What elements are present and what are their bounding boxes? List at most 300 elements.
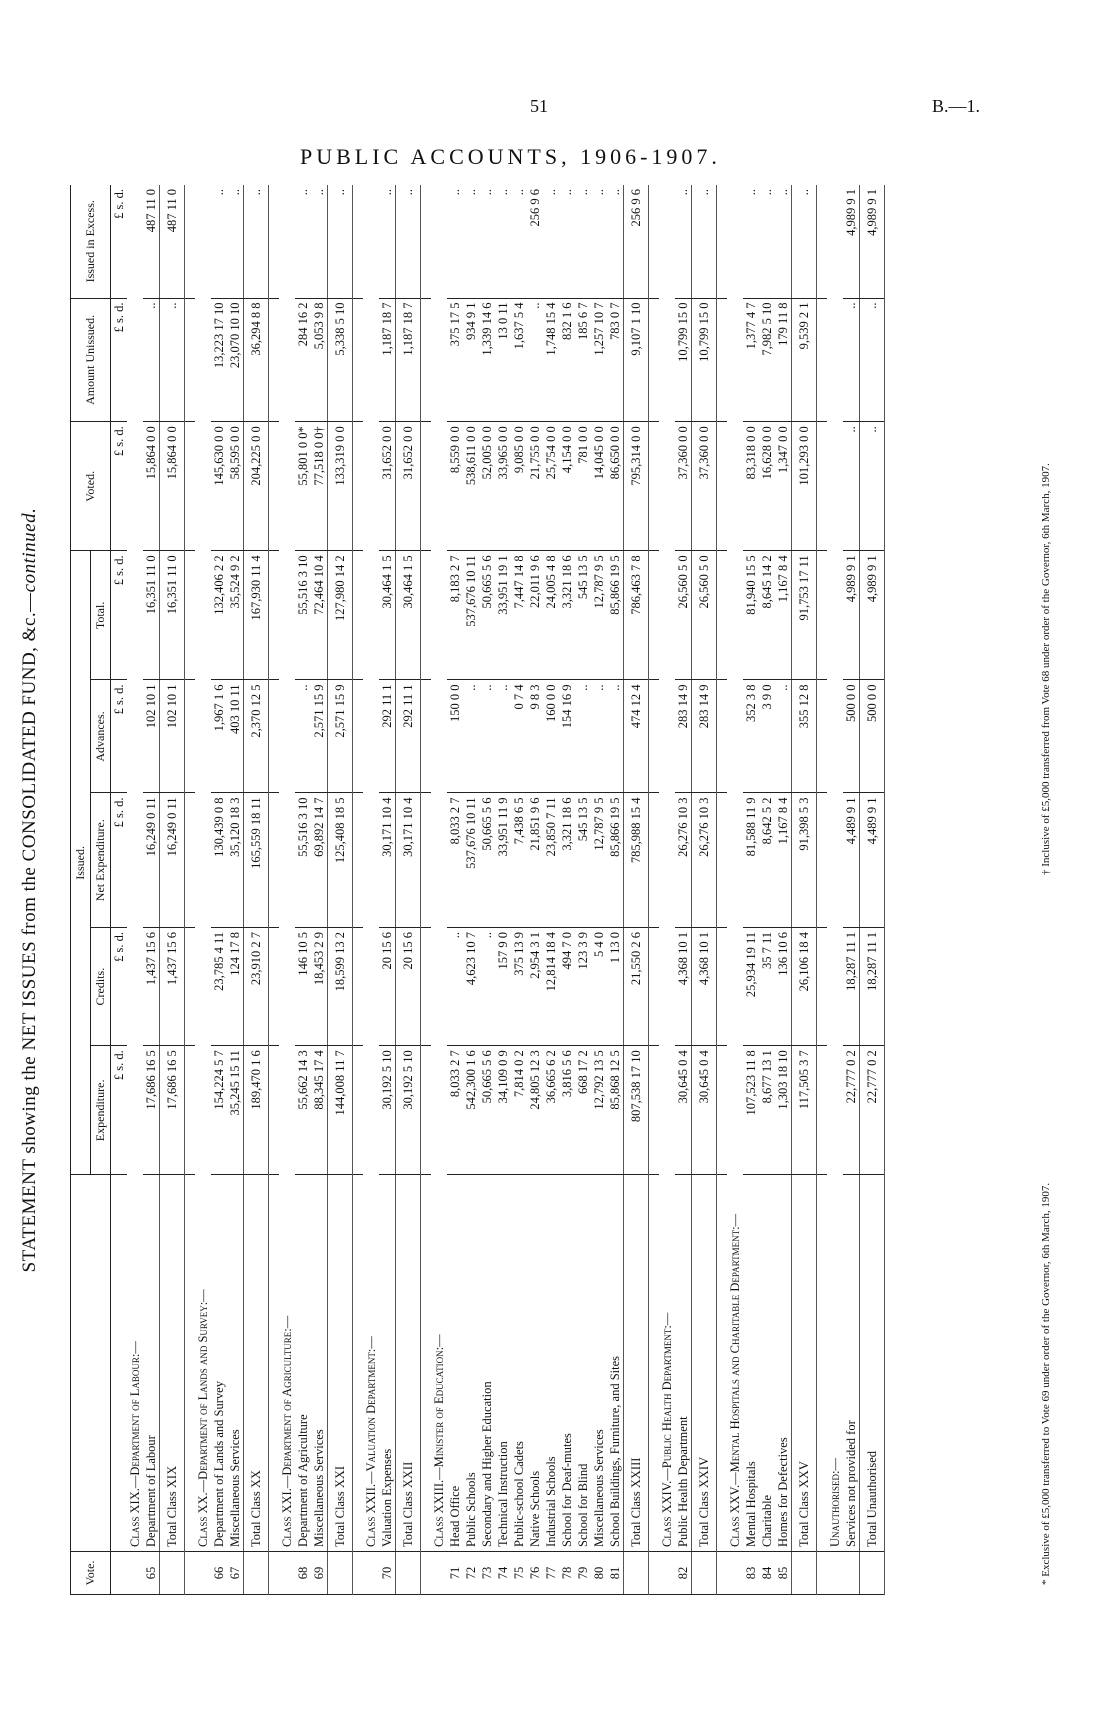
exp-cell: 17,686 16 5 bbox=[143, 1046, 160, 1175]
net-cell: 8,033 2 7 bbox=[447, 793, 463, 927]
vote-number: 68 bbox=[295, 1551, 311, 1594]
exp-cell: 807,538 17 10 bbox=[624, 1046, 649, 1175]
class-heading: Class XIX.—Department of Labour:— bbox=[127, 185, 143, 1551]
net-cell: 33,951 11 9 bbox=[495, 793, 511, 927]
spacer-cell bbox=[353, 1046, 364, 1175]
spacer-cell bbox=[817, 298, 828, 422]
spacer-row bbox=[649, 185, 660, 1595]
total-cell: 7,447 14 8 bbox=[511, 551, 527, 680]
class-heading: Class XXIV.—Public Health Department:— bbox=[659, 185, 675, 1551]
total-cell: 8,183 2 7 bbox=[447, 551, 463, 680]
table-row bbox=[227, 185, 244, 1595]
cred-cell: 123 3 9 bbox=[575, 927, 591, 1045]
spacer-cell bbox=[717, 298, 728, 422]
vote-number: 79 bbox=[575, 1551, 591, 1594]
table-row bbox=[591, 185, 607, 1595]
spacer-cell bbox=[421, 927, 432, 1045]
vote-number: 81 bbox=[607, 1551, 624, 1594]
table-row bbox=[743, 185, 759, 1595]
spacer-row bbox=[817, 185, 828, 1595]
exp-cell: 35,245 15 11 bbox=[227, 1046, 244, 1175]
table-row bbox=[559, 185, 575, 1595]
total-label: Total Class XXV bbox=[792, 1175, 817, 1552]
spacer-cell bbox=[353, 1551, 364, 1594]
total-cell: 8,645 14 2 bbox=[759, 551, 775, 680]
voted-cell: 795,314 0 0 bbox=[624, 422, 649, 551]
table-row bbox=[379, 185, 396, 1595]
exp-cell: 7,814 0 2 bbox=[511, 1046, 527, 1175]
class-heading-row bbox=[195, 185, 211, 1595]
table-row bbox=[143, 185, 160, 1595]
currency-cell bbox=[111, 1551, 128, 1594]
description-header bbox=[71, 1175, 111, 1552]
exp-cell: 85,868 12 5 bbox=[607, 1046, 624, 1175]
spacer-cell bbox=[421, 680, 432, 793]
voted-cell: 14,045 0 0 bbox=[591, 422, 607, 551]
spacer-cell bbox=[421, 793, 432, 927]
total-cell: 132,406 2 2 bbox=[211, 551, 227, 680]
voted-cell: 25,754 0 0 bbox=[543, 422, 559, 551]
spacer-cell bbox=[353, 1175, 364, 1552]
vote-number: 71 bbox=[447, 1551, 463, 1594]
item-label: Public-school Cadets bbox=[511, 1175, 527, 1552]
cred-cell: 21,550 2 6 bbox=[624, 927, 649, 1045]
total-cell: 26,560 5 0 bbox=[692, 551, 717, 680]
voted-cell: 86,650 0 0 bbox=[607, 422, 624, 551]
header-row-1 bbox=[71, 185, 91, 1595]
excess-cell: .. bbox=[511, 185, 527, 298]
spacer-cell bbox=[269, 927, 280, 1045]
currency-cell: £ s. d. bbox=[111, 422, 128, 551]
item-label: Miscellaneous Services bbox=[227, 1175, 244, 1552]
class-heading: Class XX.—Department of Lands and Survey:— bbox=[195, 185, 211, 1551]
net-cell: 91,398 5 3 bbox=[792, 793, 817, 927]
item-label: Mental Hospitals bbox=[743, 1175, 759, 1552]
cred-cell: 1,437 15 6 bbox=[160, 927, 185, 1045]
excess-cell: .. bbox=[495, 185, 511, 298]
adv-cell: 150 0 0 bbox=[447, 680, 463, 793]
vote-header: Vote. bbox=[71, 1551, 111, 1594]
voted-cell: 1,347 0 0 bbox=[775, 422, 792, 551]
spacer-cell bbox=[817, 1175, 828, 1552]
total-row bbox=[692, 185, 717, 1595]
vote-number: 78 bbox=[559, 1551, 575, 1594]
unissued-cell: 23,070 10 10 bbox=[227, 298, 244, 422]
exp-cell: 12,792 13 5 bbox=[591, 1046, 607, 1175]
item-label: Head Office bbox=[447, 1175, 463, 1552]
spacer-cell bbox=[817, 1551, 828, 1594]
vote-number bbox=[431, 1551, 447, 1594]
vote-number bbox=[279, 1551, 295, 1594]
exp-cell: 22,777 0 2 bbox=[860, 1046, 885, 1175]
vote-number: 74 bbox=[495, 1551, 511, 1594]
voted-header: Voted. bbox=[71, 422, 111, 551]
spacer-cell bbox=[717, 793, 728, 927]
accounts-table bbox=[70, 185, 885, 1595]
total-row bbox=[624, 185, 649, 1595]
exp-cell: 189,470 1 6 bbox=[244, 1046, 269, 1175]
currency-cell: £ s. d. bbox=[111, 298, 128, 422]
spacer-row bbox=[421, 185, 432, 1595]
spacer-cell bbox=[649, 1046, 660, 1175]
class-heading-row bbox=[279, 185, 295, 1595]
vote-number: 69 bbox=[311, 1551, 328, 1594]
spacer-cell bbox=[269, 551, 280, 680]
net-cell: 16,249 0 11 bbox=[160, 793, 185, 927]
footnote-dagger: † Inclusive of £5,000 transferred from Vote 68 under order of the Governor, 6th March, 1907. bbox=[1040, 463, 1052, 875]
voted-cell: 31,652 0 0 bbox=[396, 422, 421, 551]
spacer-cell bbox=[269, 793, 280, 927]
excess-cell: .. bbox=[379, 185, 396, 298]
currency-cell: £ s. d. bbox=[111, 551, 128, 680]
spacer-cell bbox=[269, 1175, 280, 1552]
class-heading: Class XXV.—Mental Hospitals and Charitable Department:— bbox=[727, 185, 743, 1551]
spacer-cell bbox=[421, 422, 432, 551]
voted-cell: 77,518 0 0† bbox=[311, 422, 328, 551]
net-cell: 26,276 10 3 bbox=[692, 793, 717, 927]
cred-cell: 23,785 4 11 bbox=[211, 927, 227, 1045]
item-label: School Buildings, Furniture, and Sites bbox=[607, 1175, 624, 1552]
spacer-cell bbox=[421, 185, 432, 298]
unissued-header: Amount Unissued. bbox=[71, 298, 111, 422]
adv-cell: 403 10 11 bbox=[227, 680, 244, 793]
unissued-cell: .. bbox=[143, 298, 160, 422]
unissued-cell: 5,053 9 8 bbox=[311, 298, 328, 422]
voted-cell: 16,628 0 0 bbox=[759, 422, 775, 551]
table-row bbox=[211, 185, 227, 1595]
unissued-cell: 375 17 5 bbox=[447, 298, 463, 422]
cred-cell: .. bbox=[479, 927, 495, 1045]
spacer-cell bbox=[649, 793, 660, 927]
cred-cell: 18,287 11 1 bbox=[860, 927, 885, 1045]
excess-cell: 256 9 6 bbox=[527, 185, 543, 298]
class-heading-row bbox=[363, 185, 379, 1595]
adv-cell: 500 0 0 bbox=[843, 680, 860, 793]
unissued-cell: 5,338 5 10 bbox=[328, 298, 353, 422]
spacer-cell bbox=[353, 793, 364, 927]
exp-cell: 144,008 11 7 bbox=[328, 1046, 353, 1175]
class-heading: Class XXII.—Valuation Department:— bbox=[363, 185, 379, 1551]
net-cell: 35,120 18 3 bbox=[227, 793, 244, 927]
total-row bbox=[244, 185, 269, 1595]
item-label: Charitable bbox=[759, 1175, 775, 1552]
vote-number: 82 bbox=[675, 1551, 692, 1594]
vote-number bbox=[827, 1551, 843, 1594]
vote-number bbox=[659, 1551, 675, 1594]
total-cell: 81,940 15 5 bbox=[743, 551, 759, 680]
table-row bbox=[447, 185, 463, 1595]
excess-cell: .. bbox=[792, 185, 817, 298]
total-cell: 4,989 9 1 bbox=[860, 551, 885, 680]
voted-cell: 15,864 0 0 bbox=[143, 422, 160, 551]
total-cell: 127,980 14 2 bbox=[328, 551, 353, 680]
voted-cell: 538,611 0 0 bbox=[463, 422, 479, 551]
unissued-cell: 783 0 7 bbox=[607, 298, 624, 422]
exp-cell: 17,686 16 5 bbox=[160, 1046, 185, 1175]
spacer-cell bbox=[649, 1551, 660, 1594]
spacer-cell bbox=[421, 1551, 432, 1594]
item-label: School for Deaf-mutes bbox=[559, 1175, 575, 1552]
currency-cell: £ s. d. bbox=[111, 1046, 128, 1175]
total-label: Total Class XX bbox=[244, 1175, 269, 1552]
net-expenditure-header: Net Expenditure. bbox=[91, 793, 111, 927]
spacer-cell bbox=[421, 298, 432, 422]
vote-number: 70 bbox=[379, 1551, 396, 1594]
excess-cell: .. bbox=[543, 185, 559, 298]
vote-number: 67 bbox=[227, 1551, 244, 1594]
vote-number bbox=[624, 1551, 649, 1594]
unissued-cell: 10,799 15 0 bbox=[675, 298, 692, 422]
table-row bbox=[775, 185, 792, 1595]
statement-title-text: STATEMENT showing the NET ISSUES from the CONSOLIDATED FUND, &c.— bbox=[19, 592, 40, 1273]
table-row bbox=[527, 185, 543, 1595]
spacer-cell bbox=[421, 1175, 432, 1552]
total-label: Total Class XIX bbox=[160, 1175, 185, 1552]
total-cell: 24,005 4 8 bbox=[543, 551, 559, 680]
total-cell: 50,665 5 6 bbox=[479, 551, 495, 680]
cred-cell: 1,437 15 6 bbox=[143, 927, 160, 1045]
adv-cell: 9 8 3 bbox=[527, 680, 543, 793]
spacer-cell bbox=[269, 680, 280, 793]
table-row bbox=[295, 185, 311, 1595]
total-row bbox=[792, 185, 817, 1595]
cred-cell: 25,934 19 11 bbox=[743, 927, 759, 1045]
adv-cell: .. bbox=[495, 680, 511, 793]
excess-cell: .. bbox=[311, 185, 328, 298]
total-cell: 85,866 19 5 bbox=[607, 551, 624, 680]
exp-cell: 55,662 14 3 bbox=[295, 1046, 311, 1175]
excess-cell: 4,989 9 1 bbox=[843, 185, 860, 298]
net-cell: 81,588 11 9 bbox=[743, 793, 759, 927]
spacer-cell bbox=[717, 1046, 728, 1175]
spacer-cell bbox=[717, 1551, 728, 1594]
vote-number bbox=[160, 1551, 185, 1594]
voted-cell: 8,559 0 0 bbox=[447, 422, 463, 551]
spacer-cell bbox=[185, 927, 196, 1045]
unissued-cell: 13 0 11 bbox=[495, 298, 511, 422]
advances-header: Advances. bbox=[91, 680, 111, 793]
voted-cell: 133,319 0 0 bbox=[328, 422, 353, 551]
net-cell: 85,866 19 5 bbox=[607, 793, 624, 927]
spacer-cell bbox=[269, 422, 280, 551]
spacer-cell bbox=[353, 298, 364, 422]
currency-cell: £ s. d. bbox=[111, 927, 128, 1045]
spacer-cell bbox=[717, 680, 728, 793]
total-cell: 537,676 10 11 bbox=[463, 551, 479, 680]
exp-cell: 154,224 5 7 bbox=[211, 1046, 227, 1175]
total-cell: 91,753 17 11 bbox=[792, 551, 817, 680]
item-label: Public Schools bbox=[463, 1175, 479, 1552]
spacer-cell bbox=[649, 185, 660, 298]
spacer-cell bbox=[717, 927, 728, 1045]
unissued-cell: 284 16 2 bbox=[295, 298, 311, 422]
item-label: Department of Agriculture bbox=[295, 1175, 311, 1552]
spacer-cell bbox=[717, 185, 728, 298]
unissued-cell: 36,294 8 8 bbox=[244, 298, 269, 422]
excess-header: Issued in Excess. bbox=[71, 185, 111, 298]
cred-cell: 4,368 10 1 bbox=[692, 927, 717, 1045]
voted-cell: 145,630 0 0 bbox=[211, 422, 227, 551]
cred-cell: 26,106 18 4 bbox=[792, 927, 817, 1045]
document-title: PUBLIC ACCOUNTS, 1906-1907. bbox=[300, 144, 721, 169]
adv-cell: 2,571 15 9 bbox=[311, 680, 328, 793]
total-cell: 33,951 19 1 bbox=[495, 551, 511, 680]
vote-number: 72 bbox=[463, 1551, 479, 1594]
class-heading: Class XXI.—Department of Agriculture:— bbox=[279, 185, 295, 1551]
excess-cell: .. bbox=[607, 185, 624, 298]
vote-number bbox=[692, 1551, 717, 1594]
adv-cell: 102 10 1 bbox=[143, 680, 160, 793]
spacer-row bbox=[717, 185, 728, 1595]
voted-cell: 101,293 0 0 bbox=[792, 422, 817, 551]
spacer-cell bbox=[269, 185, 280, 298]
vote-number bbox=[244, 1551, 269, 1594]
cred-cell: .. bbox=[447, 927, 463, 1045]
excess-cell: .. bbox=[244, 185, 269, 298]
voted-cell: 55,801 0 0* bbox=[295, 422, 311, 551]
table-row bbox=[543, 185, 559, 1595]
excess-cell: .. bbox=[575, 185, 591, 298]
excess-cell: 256 9 6 bbox=[624, 185, 649, 298]
excess-cell: .. bbox=[211, 185, 227, 298]
voted-cell: 15,864 0 0 bbox=[160, 422, 185, 551]
unissued-cell: 1,377 4 7 bbox=[743, 298, 759, 422]
item-label: Industrial Schools bbox=[543, 1175, 559, 1552]
adv-cell: 2,370 12 5 bbox=[244, 680, 269, 793]
adv-cell: 2,571 15 9 bbox=[328, 680, 353, 793]
unissued-cell: .. bbox=[843, 298, 860, 422]
voted-cell: 21,755 0 0 bbox=[527, 422, 543, 551]
spacer-row bbox=[353, 185, 364, 1595]
unissued-cell: 1,257 10 7 bbox=[591, 298, 607, 422]
exp-cell: 542,300 1 6 bbox=[463, 1046, 479, 1175]
unissued-cell: .. bbox=[527, 298, 543, 422]
voted-cell: 37,360 0 0 bbox=[675, 422, 692, 551]
spacer-cell bbox=[421, 1046, 432, 1175]
vote-number: 76 bbox=[527, 1551, 543, 1594]
adv-cell: 3 9 0 bbox=[759, 680, 775, 793]
excess-cell: .. bbox=[227, 185, 244, 298]
spacer-cell bbox=[817, 422, 828, 551]
unissued-cell: 1,637 5 4 bbox=[511, 298, 527, 422]
expenditure-header: Expenditure. bbox=[91, 1046, 111, 1175]
cred-cell: 12,814 18 4 bbox=[543, 927, 559, 1045]
total-cell: 22,011 9 6 bbox=[527, 551, 543, 680]
net-cell: 7,438 6 5 bbox=[511, 793, 527, 927]
voted-cell: 58,595 0 0 bbox=[227, 422, 244, 551]
excess-cell: .. bbox=[559, 185, 575, 298]
vote-number: 77 bbox=[543, 1551, 559, 1594]
cred-cell: 23,910 2 7 bbox=[244, 927, 269, 1045]
net-cell: 12,787 9 5 bbox=[591, 793, 607, 927]
adv-cell: .. bbox=[463, 680, 479, 793]
spacer-cell bbox=[185, 298, 196, 422]
spacer-cell bbox=[817, 927, 828, 1045]
currency-cell bbox=[111, 1175, 128, 1552]
item-label: Native Schools bbox=[527, 1175, 543, 1552]
table-row bbox=[311, 185, 328, 1595]
table-row bbox=[607, 185, 624, 1595]
total-label: Total Unauthorised bbox=[860, 1175, 885, 1552]
exp-cell: 30,192 5 10 bbox=[396, 1046, 421, 1175]
item-label: Secondary and Higher Education bbox=[479, 1175, 495, 1552]
currency-cell: £ s. d. bbox=[111, 793, 128, 927]
spacer-cell bbox=[717, 551, 728, 680]
exp-cell: 3,816 5 6 bbox=[559, 1046, 575, 1175]
adv-cell: 160 0 0 bbox=[543, 680, 559, 793]
vote-number bbox=[127, 1551, 143, 1594]
total-cell: 35,524 9 2 bbox=[227, 551, 244, 680]
adv-cell: 283 14 9 bbox=[675, 680, 692, 793]
total-label: Total Class XXIII bbox=[624, 1175, 649, 1552]
net-cell: 4,489 9 1 bbox=[860, 793, 885, 927]
vote-number bbox=[328, 1551, 353, 1594]
unissued-cell: .. bbox=[160, 298, 185, 422]
total-cell: 786,463 7 8 bbox=[624, 551, 649, 680]
exp-cell: 8,677 13 1 bbox=[759, 1046, 775, 1175]
cred-cell: 4,623 10 7 bbox=[463, 927, 479, 1045]
total-label: Total Class XXI bbox=[328, 1175, 353, 1552]
net-cell: 23,850 7 11 bbox=[543, 793, 559, 927]
spacer-cell bbox=[185, 551, 196, 680]
excess-cell: 487 11 0 bbox=[143, 185, 160, 298]
net-cell: 1,167 8 4 bbox=[775, 793, 792, 927]
adv-cell: .. bbox=[479, 680, 495, 793]
net-cell: 30,171 10 4 bbox=[396, 793, 421, 927]
exp-cell: 50,665 5 6 bbox=[479, 1046, 495, 1175]
total-cell: 545 13 5 bbox=[575, 551, 591, 680]
spacer-cell bbox=[269, 298, 280, 422]
net-cell: 55,516 3 10 bbox=[295, 793, 311, 927]
total-cell: 16,351 11 0 bbox=[160, 551, 185, 680]
cred-cell: 1 13 0 bbox=[607, 927, 624, 1045]
unissued-cell: 832 1 6 bbox=[559, 298, 575, 422]
total-row bbox=[160, 185, 185, 1595]
vote-number bbox=[363, 1551, 379, 1594]
net-cell: 537,676 10 11 bbox=[463, 793, 479, 927]
spacer-cell bbox=[353, 927, 364, 1045]
adv-cell: 352 3 8 bbox=[743, 680, 759, 793]
currency-cell: £ s. d. bbox=[111, 185, 128, 298]
cred-cell: 18,453 2 9 bbox=[311, 927, 328, 1045]
vote-number: 85 bbox=[775, 1551, 792, 1594]
spacer-cell bbox=[649, 927, 660, 1045]
total-cell: 72,464 10 4 bbox=[311, 551, 328, 680]
exp-cell: 117,505 3 7 bbox=[792, 1046, 817, 1175]
excess-cell: .. bbox=[775, 185, 792, 298]
unissued-cell: 1,187 18 7 bbox=[379, 298, 396, 422]
exp-cell: 34,109 0 9 bbox=[495, 1046, 511, 1175]
voted-cell: 31,652 0 0 bbox=[379, 422, 396, 551]
total-cell: 16,351 11 0 bbox=[143, 551, 160, 680]
spacer-cell bbox=[717, 422, 728, 551]
vote-number: 66 bbox=[211, 1551, 227, 1594]
cred-cell: 20 15 6 bbox=[396, 927, 421, 1045]
table-row bbox=[479, 185, 495, 1595]
item-label: Miscellaneous Services bbox=[311, 1175, 328, 1552]
adv-cell: 1,967 1 6 bbox=[211, 680, 227, 793]
cred-cell: 20 15 6 bbox=[379, 927, 396, 1045]
total-header: Total. bbox=[91, 551, 111, 680]
total-cell: 167,930 11 4 bbox=[244, 551, 269, 680]
voted-cell: 37,360 0 0 bbox=[692, 422, 717, 551]
unissued-cell: 7,982 5 10 bbox=[759, 298, 775, 422]
issued-header: Issued. bbox=[71, 551, 91, 1175]
spacer-cell bbox=[185, 680, 196, 793]
adv-cell: 0 7 4 bbox=[511, 680, 527, 793]
total-label: Total Class XXII bbox=[396, 1175, 421, 1552]
spacer-cell bbox=[353, 185, 364, 298]
